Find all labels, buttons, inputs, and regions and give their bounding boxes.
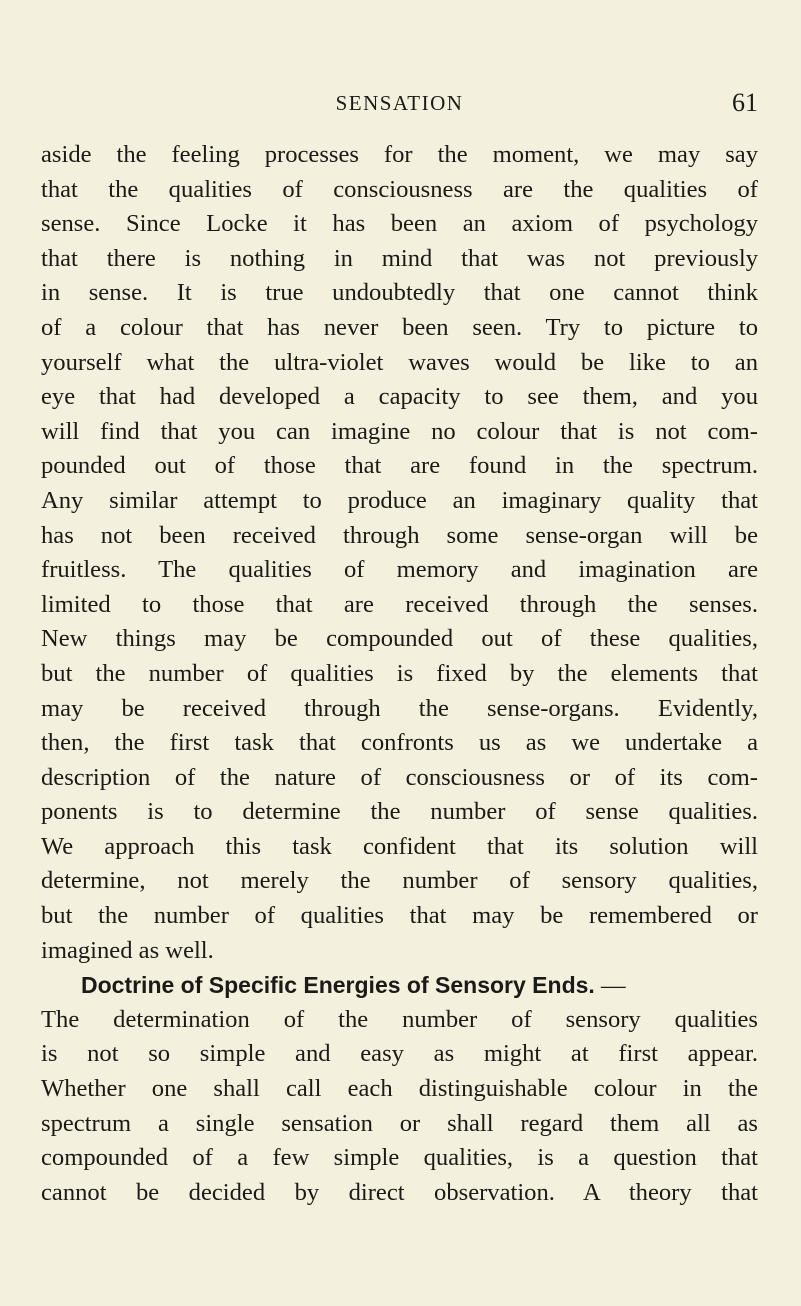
em-dash: — — [600, 972, 626, 1000]
text-line: compounded of a few simple qualities, is a question that — [41, 1144, 758, 1172]
text-line: yourself what the ultra-violet waves would be like to an — [41, 348, 758, 376]
running-head — [41, 88, 758, 118]
running-title: SENSATION — [335, 91, 464, 115]
text-line: has not been received through some sense-organ will be — [41, 521, 758, 549]
text-line: limited to those that are received through the senses. — [41, 590, 758, 618]
text-line: is not so simple and easy as might at first appear. — [41, 1040, 758, 1068]
text-line: may be received through the sense-organs. Evidently, — [41, 694, 758, 722]
text-line: that there is nothing in mind that was not previously — [41, 244, 758, 272]
body-text — [41, 138, 758, 1210]
text-line: eye that had developed a capacity to see them, and you — [41, 383, 758, 411]
text-line: will find that you can imagine no colour that is not com- — [41, 417, 758, 445]
text-line: sense. Since Locke it has been an axiom of psychology — [41, 210, 758, 238]
text-line: in sense. It is true undoubtedly that one cannot think — [41, 279, 758, 307]
text-line: We approach this task confident that its solution will — [41, 832, 758, 860]
text-line: ponents is to determine the number of sense qualities. — [41, 798, 758, 826]
text-line: Whether one shall call each distinguishable colour in the — [41, 1075, 758, 1103]
text-line: then, the first task that confronts us as we undertake a — [41, 729, 758, 757]
text-line: description of the nature of consciousness or of its com- — [41, 763, 758, 791]
section-heading: Doctrine of Specific Energies of Sensory Ends. — [81, 972, 595, 999]
text-line: that the qualities of consciousness are the qualities of — [41, 175, 758, 203]
text-line: determine, not merely the number of sensory qualities, — [41, 867, 758, 895]
text-line: New things may be compounded out of these qualities, — [41, 625, 758, 653]
text-line: but the number of qualities that may be remembered or — [41, 902, 758, 930]
text-line: cannot be decided by direct observation. A theory that — [41, 1178, 758, 1206]
text-line: but the number of qualities is fixed by the elements that — [41, 659, 758, 687]
text-line: aside the feeling processes for the moment, we may say — [41, 141, 758, 168]
text-line: pounded out of those that are found in the spectrum. — [41, 452, 758, 480]
text-line: imagined as well. — [41, 936, 214, 964]
page-number: 61 — [732, 88, 758, 117]
text-line: of a colour that has never been seen. Try to picture to — [41, 313, 758, 341]
text-line: fruitless. The qualities of memory and imagination are — [41, 556, 758, 584]
text-line: spectrum a single sensation or shall regard them all as — [41, 1109, 758, 1137]
section-heading-line — [41, 968, 758, 1003]
text-line: Any similar attempt to produce an imaginary quality that — [41, 486, 758, 514]
text-line: The determination of the number of sensory qualities — [41, 1005, 758, 1033]
